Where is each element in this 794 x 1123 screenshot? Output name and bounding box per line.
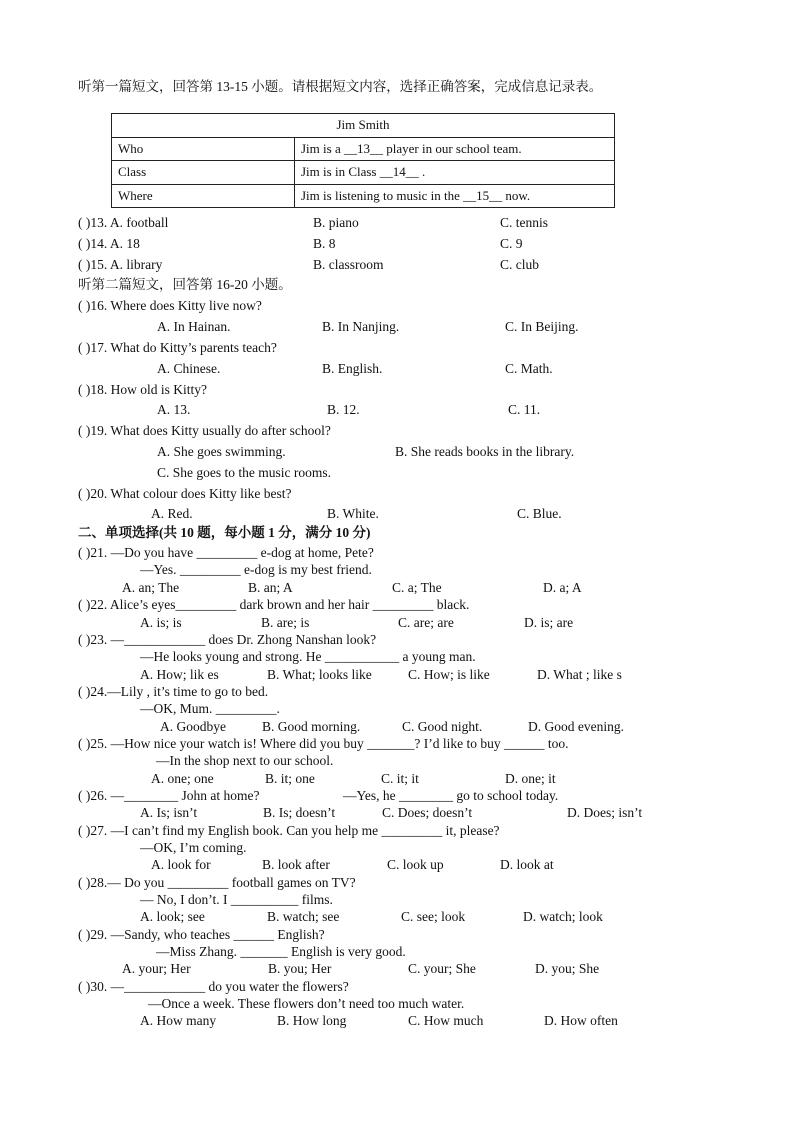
option-c: C. your; She [408, 961, 476, 976]
question-13: ( )13. A. football [78, 215, 169, 230]
option-a: A. In Hainan. [157, 319, 231, 334]
option-a: A. How many [140, 1013, 217, 1028]
option-b: B. it; one [265, 771, 315, 786]
question-18: ( )18. How old is Kitty? [78, 382, 207, 397]
option-d: D. Good evening. [528, 719, 624, 734]
option-a: A. Goodbye [160, 719, 226, 734]
option-a: A. Chinese. [157, 361, 221, 376]
table-header: Jim Smith [112, 114, 615, 138]
question-28-line2: — No, I don’t. I __________ films. [140, 892, 333, 907]
question-23: ( )23. —____________ does Dr. Zhong Nanshan look? [78, 632, 377, 647]
option-c: C. Good night. [402, 719, 483, 734]
row-content: Jim is a __13__ player in our school team. [295, 137, 615, 161]
option-b: B. Good morning. [262, 719, 361, 734]
row-content: Jim is listening to music in the __15__ now. [295, 184, 615, 208]
question-25-line2: —In the shop next to our school. [156, 753, 334, 768]
question-21: ( )21. —Do you have _________ e-dog at home, Pete? [78, 545, 374, 560]
option-a: A. one; one [151, 771, 214, 786]
question-19: ( )19. What does Kitty usually do after school? [78, 423, 331, 438]
question-16: ( )16. Where does Kitty live now? [78, 298, 262, 313]
option-b: B. How long [277, 1013, 347, 1028]
question-24: ( )24.—Lily , it’s time to go to bed. [78, 684, 269, 699]
option-b: B. English. [322, 361, 383, 376]
row-label: Where [112, 184, 295, 208]
option-c: C. a; The [392, 580, 442, 595]
option-c: C. In Beijing. [505, 319, 579, 334]
option-a: A. How; lik es [140, 667, 219, 682]
question-15: ( )15. A. library [78, 257, 163, 272]
option-d: D. is; are [524, 615, 574, 630]
table-row [112, 184, 615, 208]
option-b: B. are; is [261, 615, 310, 630]
option-b: B. White. [327, 506, 379, 521]
option-c: C. She goes to the music rooms. [157, 465, 331, 480]
option-c: C. How; is like [408, 667, 490, 682]
option-c: C. Math. [505, 361, 553, 376]
row-label: Class [112, 161, 295, 185]
option-b: B. watch; see [267, 909, 340, 924]
option-a: A. your; Her [122, 961, 191, 976]
question-20: ( )20. What colour does Kitty like best? [78, 486, 292, 501]
option-b: B. look after [262, 857, 330, 872]
option-a: A. look; see [140, 909, 205, 924]
question-17: ( )17. What do Kitty’s parents teach? [78, 340, 277, 355]
question-24-line2: —OK, Mum. _________. [140, 701, 280, 716]
option-b: B. you; Her [268, 961, 332, 976]
option-b: B. an; A [248, 580, 293, 595]
question-29: ( )29. —Sandy, who teaches ______ English? [78, 927, 325, 942]
option-b: B. piano [313, 215, 359, 230]
option-b: B. 12. [327, 402, 360, 417]
option-a: A. Red. [151, 506, 193, 521]
option-c: C. Does; doesn’t [382, 805, 473, 820]
option-b: B. She reads books in the library. [395, 444, 575, 459]
option-d: D. one; it [505, 771, 556, 786]
question-29-line2: —Miss Zhang. _______ English is very good. [156, 944, 406, 959]
question-28: ( )28.— Do you _________ football games on TV? [78, 875, 356, 890]
option-b: B. classroom [313, 257, 384, 272]
option-a: A. is; is [140, 615, 182, 630]
option-c: C. How much [408, 1013, 484, 1028]
option-c: C. Blue. [517, 506, 562, 521]
row-label: Who [112, 137, 295, 161]
question-14: ( )14. A. 18 [78, 236, 140, 251]
question-23-line2: —He looks young and strong. He ___________ a young man. [140, 649, 476, 664]
option-d: D. What ; like s [537, 667, 622, 682]
question-30: ( )30. —____________ do you water the flowers? [78, 979, 349, 994]
option-b: B. What; looks like [267, 667, 372, 682]
section2-instructions: 听第二篇短文，回答第 16-20 小题。 [78, 277, 292, 292]
section3-heading: 二、单项选择(共 10 题，每小题 1 分，满分 10 分) [78, 525, 371, 540]
table-row [112, 137, 615, 161]
option-a: A. look for [151, 857, 211, 872]
option-d: D. watch; look [523, 909, 603, 924]
question-22: ( )22. Alice’s eyes_________ dark brown and her hair _________ black. [78, 597, 470, 612]
option-a: A. Is; isn’t [140, 805, 198, 820]
table-row [112, 161, 615, 185]
option-c: C. it; it [381, 771, 419, 786]
question-21-line2: —Yes. _________ e-dog is my best friend. [140, 562, 372, 577]
question-25: ( )25. —How nice your watch is! Where did you buy _______? I’d like to buy ______ too. [78, 736, 569, 751]
question-30-line2: —Once a week. These flowers don’t need too much water. [148, 996, 465, 1011]
section1-instructions: 听第一篇短文，回答第 13-15 小题。请根据短文内容，选择正确答案，完成信息记录表。 [78, 79, 603, 94]
option-c: C. look up [387, 857, 444, 872]
option-b: B. Is; doesn’t [263, 805, 336, 820]
row-content: Jim is in Class __14__ . [295, 161, 615, 185]
option-b: B. In Nanjing. [322, 319, 400, 334]
question-27: ( )27. —I can’t find my English book. Can you help me _________ it, please? [78, 823, 500, 838]
option-d: D. look at [500, 857, 554, 872]
option-a: A. 13. [157, 402, 191, 417]
option-c: C. tennis [500, 215, 549, 230]
info-record-table [111, 113, 615, 208]
option-c: C. 11. [508, 402, 541, 417]
question-26: ( )26. —________ John at home? [78, 788, 260, 803]
option-c: C. are; are [398, 615, 454, 630]
option-d: D. Does; isn’t [567, 805, 643, 820]
option-a: A. an; The [122, 580, 180, 595]
option-c: C. club [500, 257, 539, 272]
option-d: D. How often [544, 1013, 618, 1028]
option-c: C. see; look [401, 909, 466, 924]
option-d: D. you; She [535, 961, 600, 976]
option-b: B. 8 [313, 236, 336, 251]
option-a: A. She goes swimming. [157, 444, 286, 459]
option-d: D. a; A [543, 580, 582, 595]
option-c: C. 9 [500, 236, 523, 251]
question-27-line2: —OK, I’m coming. [140, 840, 247, 855]
question-26-answer: —Yes, he ________ go to school today. [343, 788, 559, 803]
